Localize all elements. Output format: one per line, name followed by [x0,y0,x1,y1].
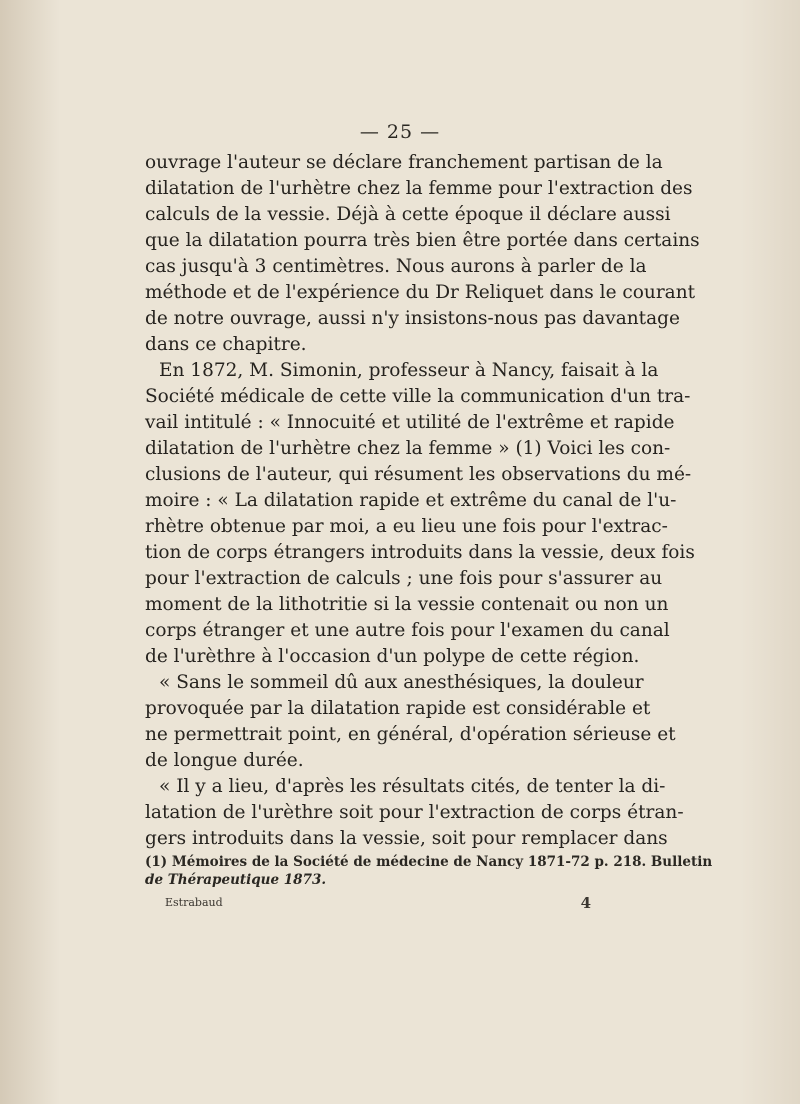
footnote [145,853,713,889]
text-line: « Sans le sommeil dû aux anesthésiques, la douleur [159,672,644,693]
text-line: « Il y a lieu, d'après les résultats cités, de tenter la di- [159,776,666,797]
text-line: de l'urèthre à l'occasion d'un polype de cette région. [145,646,640,667]
text-line: méthode et de l'expérience du Dr Reliquet dans le courant [145,282,696,303]
text-line: cas jusqu'à 3 centimètres. Nous aurons à parler de la [145,256,647,277]
text-line: de longue durée. [145,750,304,771]
text-line: Société médicale de cette ville la communication d'un tra- [145,386,691,407]
page-number: — 25 — [359,121,441,143]
footnote-line: (1) Mémoires de la Société de médecine de Nancy 1871-72 p. 218. Bulletin [145,854,713,870]
text-line: tion de corps étrangers introduits dans la vessie, deux fois [145,542,695,563]
signature-row [165,896,605,916]
signature-number: 4 [580,894,591,912]
text-line: pour l'extraction de calculs ; une fois pour s'assurer au [145,568,663,589]
text-line: latation de l'urèthre soit pour l'extraction de corps étran- [145,802,684,823]
text-line: dilatation de l'urhètre chez la femme pour l'extraction des [145,178,693,199]
text-line: calculs de la vessie. Déjà à cette époque il déclare aussi [145,204,671,225]
text-line: moire : « La dilatation rapide et extrême du canal de l'u- [145,490,677,511]
text-line: moment de la lithotritie si la vessie contenait ou non un [145,594,669,615]
text-line: En 1872, M. Simonin, professeur à Nancy, faisait à la [159,360,659,381]
text-line: gers introduits dans la vessie, soit pour remplacer dans [145,828,668,849]
signature-mark: Estrabaud [165,896,223,909]
body-text [145,150,700,852]
text-line: rhètre obtenue par moi, a eu lieu une fois pour l'extrac- [145,516,668,537]
footnote-line: de Thérapeutique 1873. [145,872,327,888]
text-line: de notre ouvrage, aussi n'y insistons-nous pas davantage [145,308,680,329]
text-line: dans ce chapitre. [145,334,307,355]
text-line: provoquée par la dilatation rapide est considérable et [145,698,651,719]
text-line: ouvrage l'auteur se déclare franchement partisan de la [145,152,663,173]
text-line: clusions de l'auteur, qui résument les observations du mé- [145,464,692,485]
text-line: corps étranger et une autre fois pour l'examen du canal [145,620,670,641]
text-line: dilatation de l'urhètre chez la femme » (1) Voici les con- [145,438,671,459]
text-line: ne permettrait point, en général, d'opération sérieuse et [145,724,676,745]
text-line: vail intitulé : « Innocuité et utilité de l'extrême et rapide [145,412,675,433]
text-line: que la dilatation pourra très bien être portée dans certains [145,230,700,251]
